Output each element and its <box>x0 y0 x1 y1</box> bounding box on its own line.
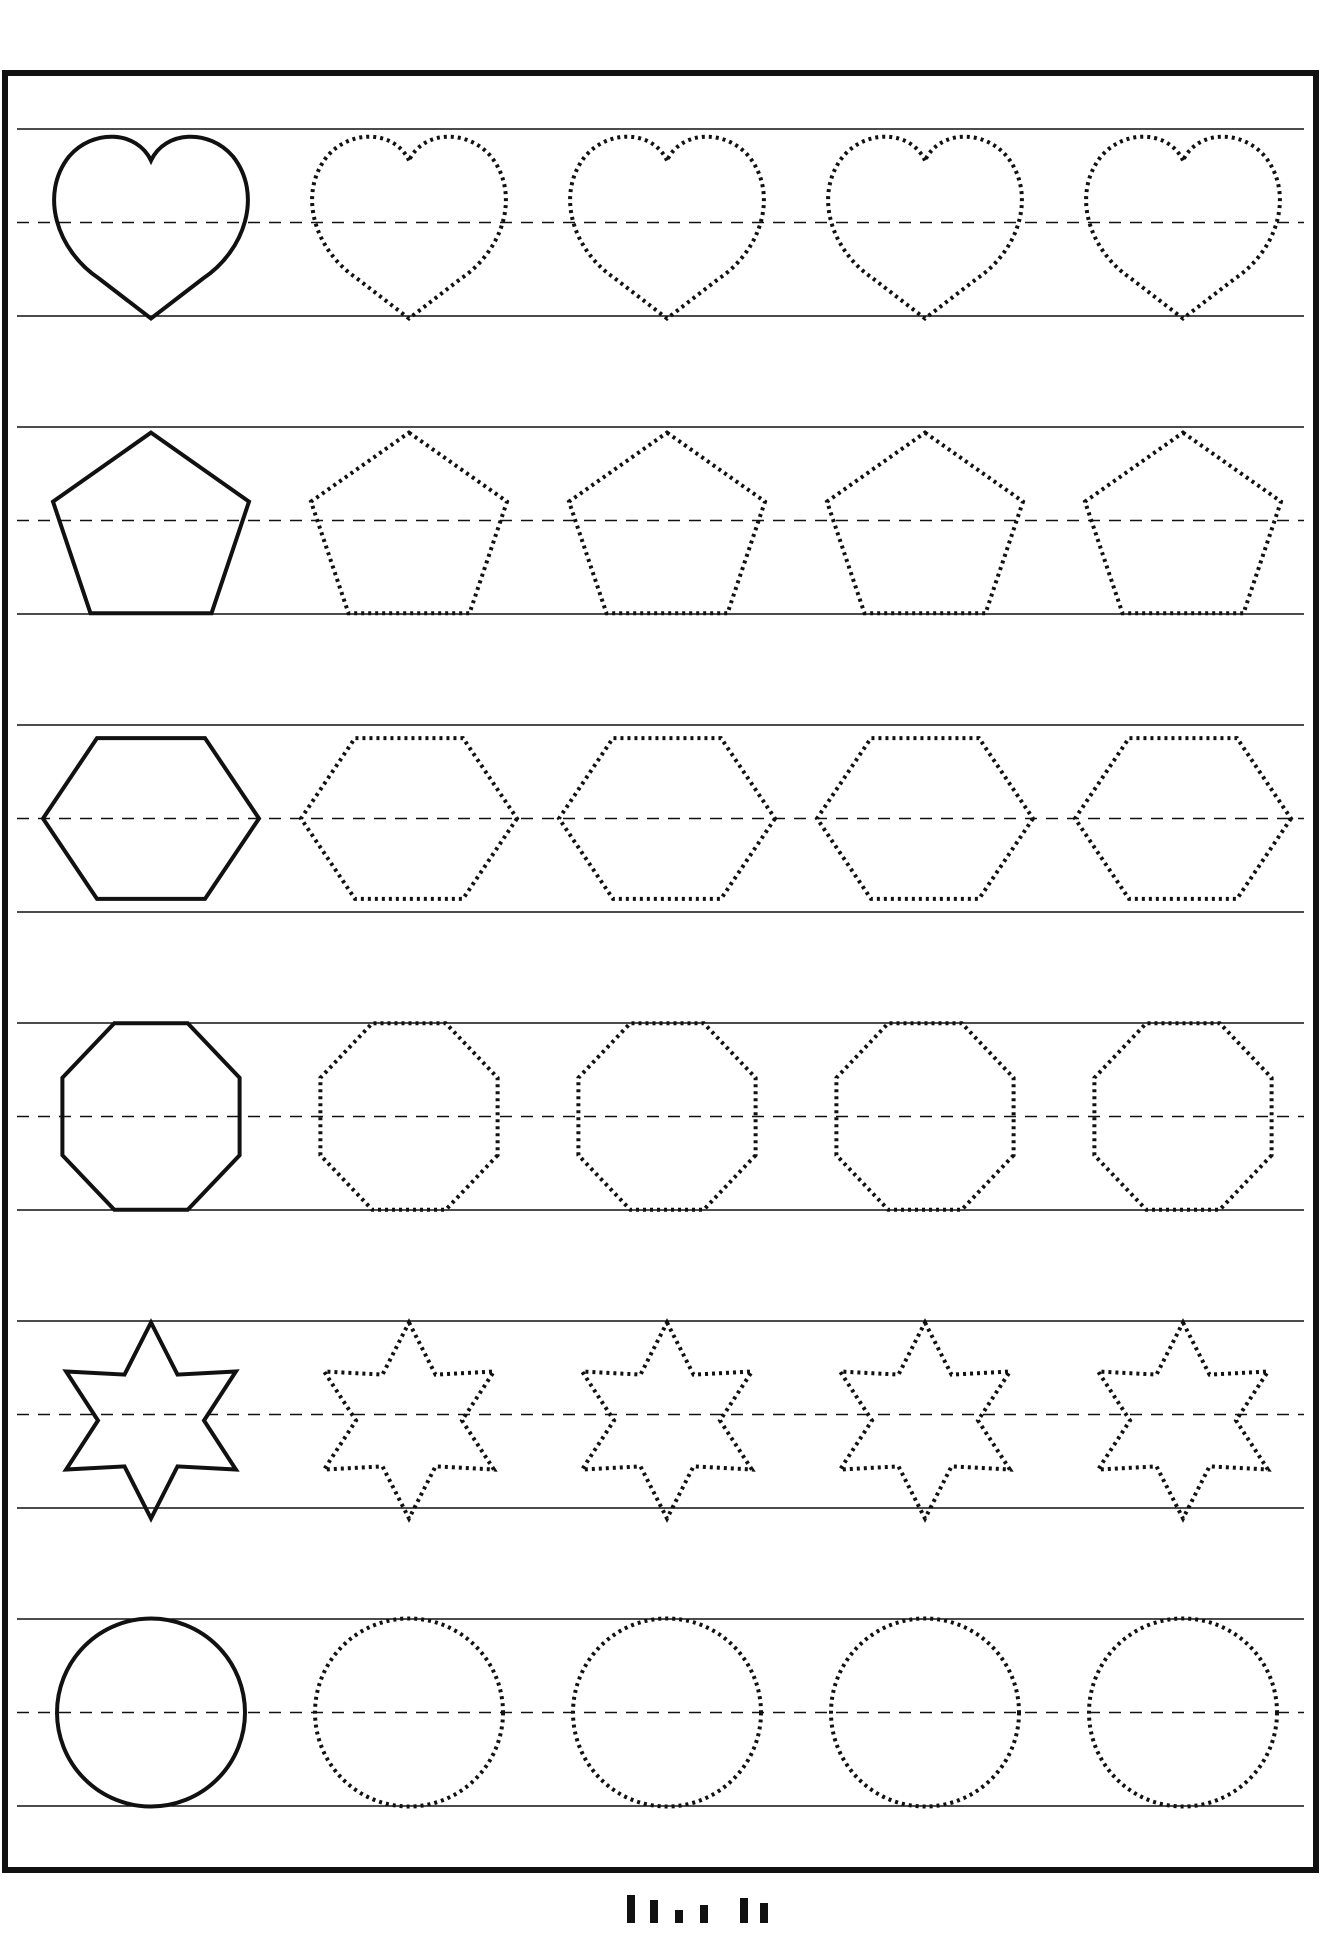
worksheet-border <box>5 73 1316 1870</box>
cut-off-footer-text <box>627 1895 768 1923</box>
